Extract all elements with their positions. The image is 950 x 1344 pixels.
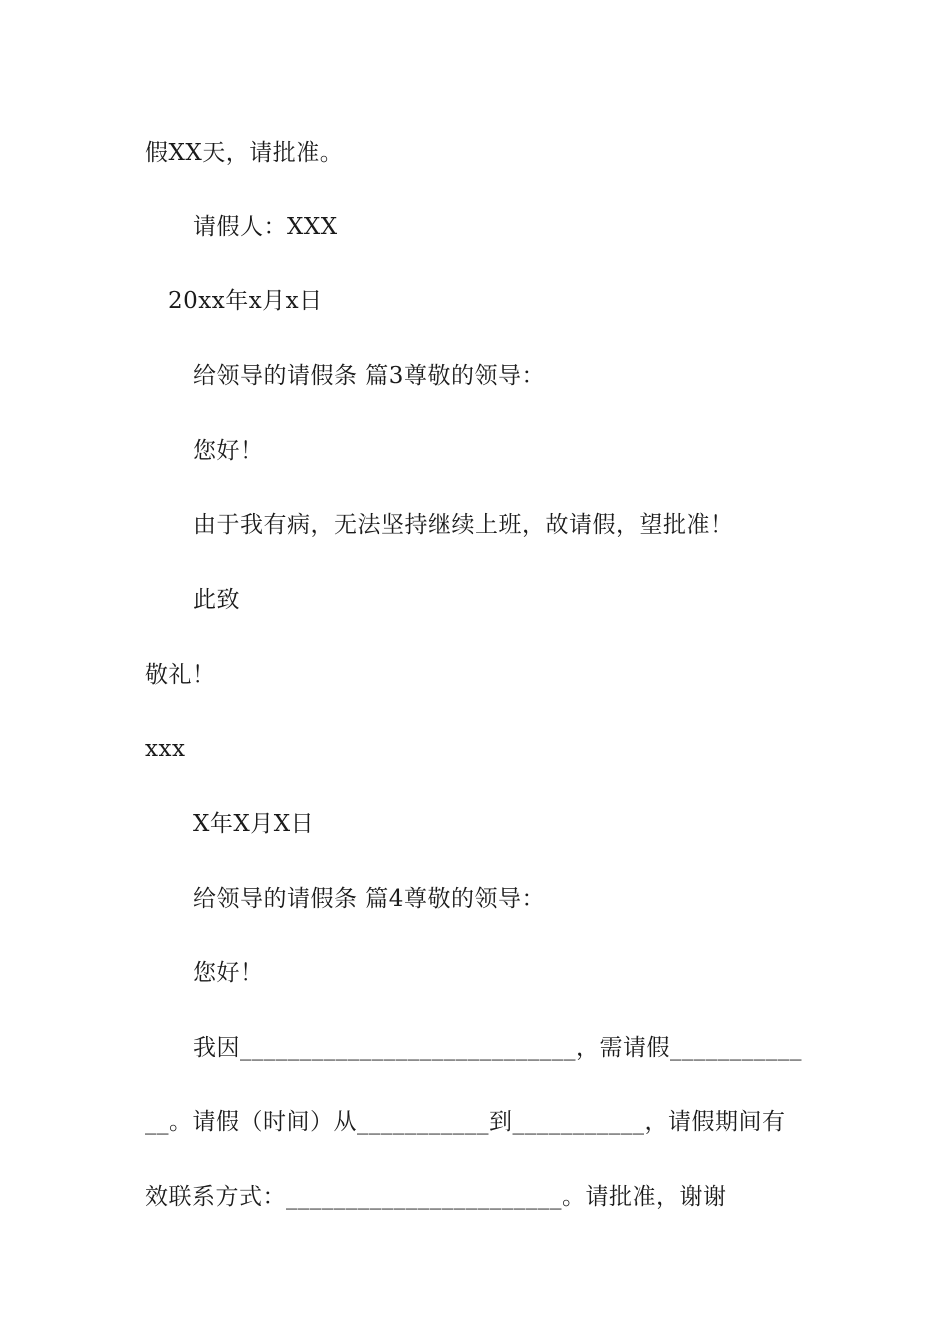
fill-in-line: __。请假（时间）从___________到___________，请假期间有 <box>145 1109 786 1135</box>
date-line: 20xx年x月x日 <box>168 288 323 314</box>
closing-line: 此致 <box>193 587 240 613</box>
section-heading-4: 给领导的请假条 篇4尊敬的领导： <box>193 886 545 912</box>
fill-in-line: 我因____________________________，需请假___________ <box>193 1035 802 1061</box>
applicant-line: 请假人：XXX <box>193 214 338 240</box>
date-line: X年X月X日 <box>193 811 315 837</box>
body-text-line: 假XX天，请批准。 <box>145 140 344 166</box>
body-text-line: 由于我有病，无法坚持继续上班，故请假，望批准！ <box>193 512 734 538</box>
fill-in-line: 效联系方式：_______________________。请批准，谢谢 <box>145 1184 727 1210</box>
section-heading-3: 给领导的请假条 篇3尊敬的领导： <box>193 363 545 389</box>
greeting-line: 您好！ <box>193 960 264 986</box>
greeting-line: 您好！ <box>193 438 264 464</box>
salutation-line: 敬礼！ <box>145 662 216 688</box>
signature-line: xxx <box>145 736 186 762</box>
